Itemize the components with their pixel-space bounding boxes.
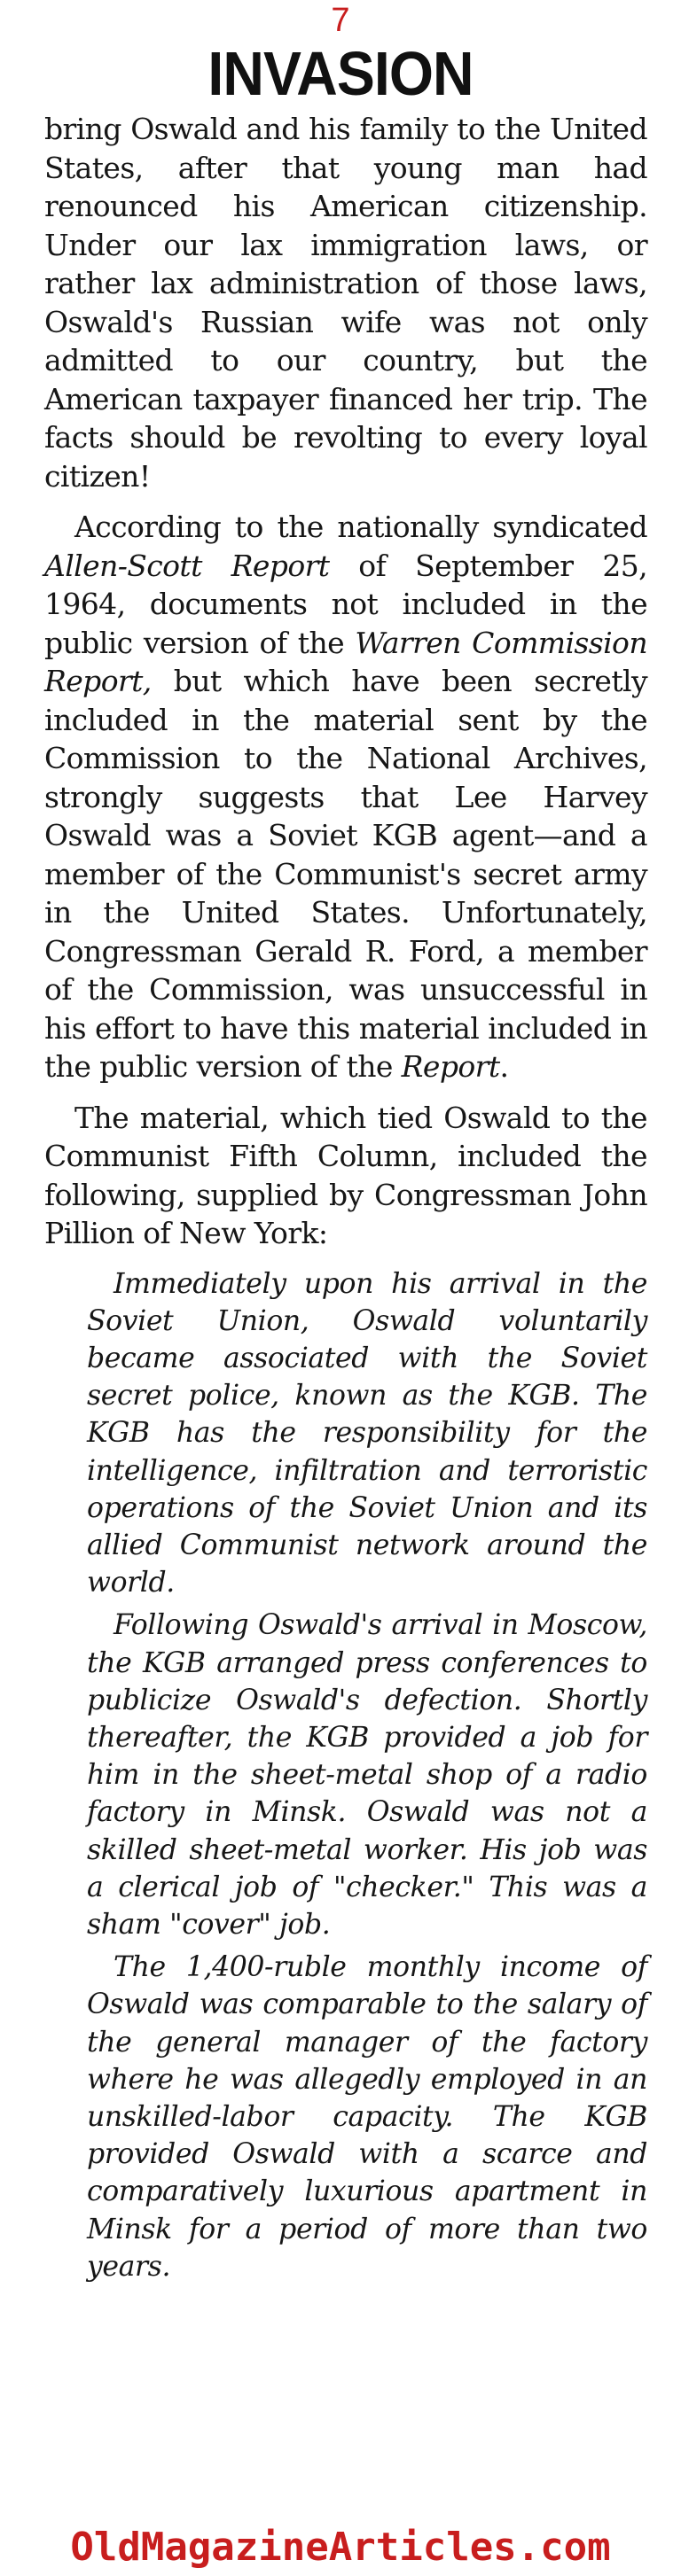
text-run: of September 25, 1964, documents not included in the public version of the xyxy=(44,548,647,660)
text-run: but which have been secretly included in the material sent by the Commission to the National Archives, strongly suggests that Lee Harvey Oswald was a Soviet KGB agent—and a member of the Communist's secret army in the United States. Unfortunately, Congressman Gerald R. Ford, a member of the Commission, was unsuccessful in his effort to have this material included in the public version of the xyxy=(44,664,647,1084)
block-quote xyxy=(87,1265,647,2285)
article-paragraph: The material, which tied Oswald to the Communist Fifth Column, included the following, supplied by Congressman John Pillion of New York: xyxy=(44,1100,647,1250)
site-watermark: OldMagazineArticles.com xyxy=(70,2525,611,2570)
page-number: 7 xyxy=(331,2,350,39)
text-run: . xyxy=(499,1049,509,1084)
article-paragraph xyxy=(44,508,647,1086)
quote-paragraph: The 1,400-ruble monthly income of Oswald was comparable to the salary of the general manager of the factory where he was allegedly employed in an unskilled-labor capacity. The KGB provided Oswald with a scarce and comparatively luxurious apartment in Minsk for a period of more than two years. xyxy=(87,1951,647,2283)
publication-title: Allen-Scott Report xyxy=(44,548,330,583)
quote-paragraph: Following Oswald's arrival in Moscow, the KGB arranged press conferences to publicize Oswald's defection. Shortly thereafter, the KGB provided a job for him in the sheet-metal shop of a radio factory in Minsk. Oswald was not a skilled sheet-metal worker. His job was a clerical job of "checker." This was a sham "cover" job. xyxy=(87,1609,647,1941)
publication-title: Warren Commission Report, xyxy=(44,625,647,698)
article-body xyxy=(44,110,647,2291)
article-paragraph: bring Oswald and his family to the United States, after that young man had renounced his American citizenship. Under our lax immigration laws, or rather lax administration of those laws, Oswald's Russian wife was not only admitted to our country, but the American taxpayer financed her trip. The facts should be revolting to every loyal citizen! xyxy=(44,112,647,494)
publication-title: Report xyxy=(401,1049,500,1084)
text-run: According to the nationally syndicated xyxy=(74,510,647,544)
headline: INVASION xyxy=(207,39,474,108)
quote-paragraph: Immediately upon his arrival in the Soviet Union, Oswald voluntarily became associated with the Soviet secret police, known as the KGB. The KGB has the responsibility for the intelligence, infiltration and terroristic operations of the Soviet Union and its allied Communist network around the world. xyxy=(87,1267,647,1599)
